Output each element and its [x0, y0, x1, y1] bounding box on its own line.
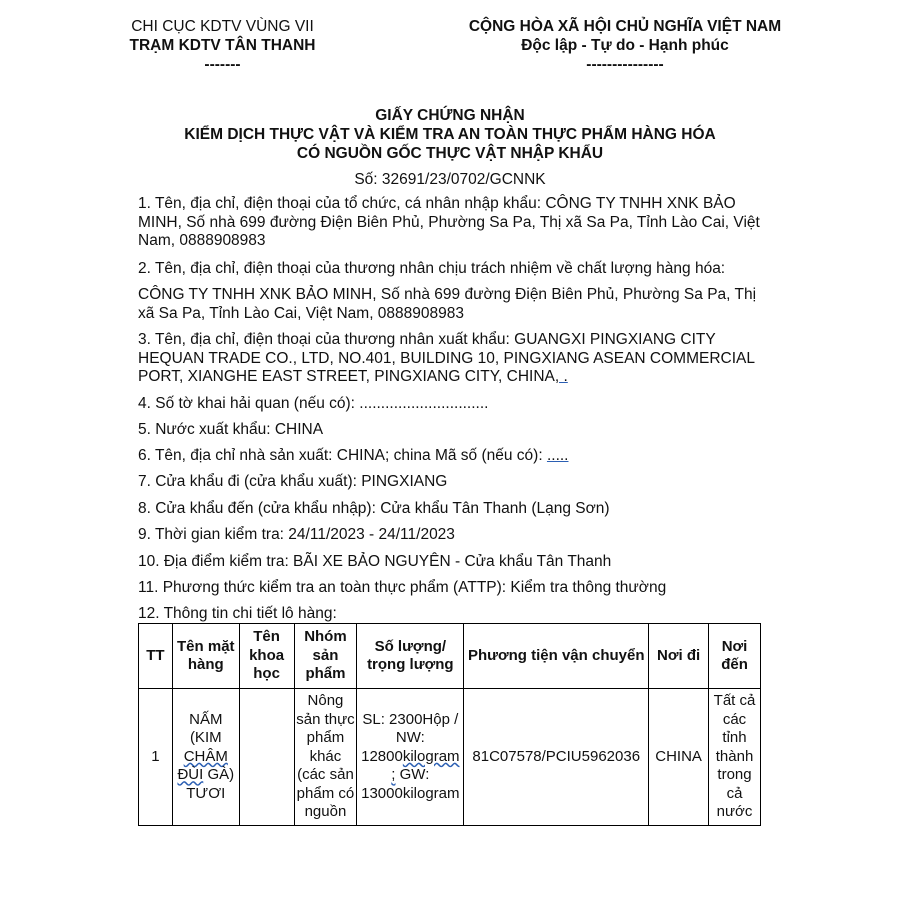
quantity-part-3: GW: 13000kilogram [361, 766, 460, 802]
cell-quantity [357, 689, 464, 826]
cell-tt: 1 [139, 689, 173, 826]
table-row [139, 689, 761, 826]
field-inspection-place: 10. Địa điểm kiểm tra: BÃI XE BẢO NGUYÊN - Cửa khẩu Tân Thanh [138, 553, 612, 570]
field-departure-gate: 7. Cửa khẩu đi (cửa khẩu xuất): PINGXIANG [138, 473, 448, 490]
header-destination: Nơi đến [709, 624, 761, 689]
field-exporter [138, 331, 768, 387]
field-quality-label: 2. Tên, địa chỉ, điện thoại của thương nhân chịu trách nhiệm về chất lượng hàng hóa: [138, 260, 726, 277]
national-motto: Độc lập - Tự do - Hạnh phúc [521, 37, 729, 54]
table-header-row [139, 624, 761, 689]
item-name-part-3: GÀ) TƯƠI [186, 766, 235, 802]
title-line-3: CÓ NGUỒN GỐC THỰC VẬT NHẬP KHẨU [296, 145, 604, 162]
header-tt: TT [139, 624, 173, 689]
agency-name: CHI CỤC KDTV VÙNG VII [131, 18, 314, 35]
field-arrival-gate: 8. Cửa khẩu đến (cửa khẩu nhập): Cửa khẩu Tân Thanh (Lạng Sơn) [138, 500, 610, 517]
item-name-part-1: NẤM (KIM [189, 710, 223, 747]
field-manufacturer [138, 447, 768, 466]
field-quality-value: CÔNG TY TNHH XNK BẢO MINH, Số nhà 699 đường Điện Biên Phủ, Phường Sa Pa, Thị xã Sa Pa, Tỉnh Lào Cai, Việt Nam, 0888908983 [138, 286, 757, 322]
nation-name: CỘNG HÒA XÃ HỘI CHỦ NGHĨA VIỆT NAM [468, 18, 782, 35]
cell-product-group: Nông sản thực phẩm khác (các sản phẩm có nguồn [294, 689, 357, 826]
manufacturer-code: ..... [546, 447, 569, 464]
header-origin: Nơi đi [649, 624, 709, 689]
header-transport: Phương tiện vận chuyển [464, 624, 649, 689]
lot-table [138, 623, 761, 826]
field-lot-details: 12. Thông tin chi tiết lô hàng: [138, 605, 337, 622]
certificate-number: Số: 32691/23/0702/GCNNK [354, 171, 546, 188]
field-inspection-time: 9. Thời gian kiểm tra: 24/11/2023 - 24/11/2023 [138, 526, 455, 543]
cell-scientific-name [239, 689, 294, 826]
cell-origin: CHINA [649, 689, 709, 826]
station-name: TRẠM KDTV TÂN THANH [129, 37, 316, 54]
header-left-divider: ------- [204, 56, 241, 73]
header-left [110, 17, 335, 74]
document-title [100, 106, 800, 163]
field-inspection-method: 11. Phương thức kiểm tra an toàn thực phẩm (ATTP): Kiểm tra thông thường [138, 579, 667, 596]
header-quantity: Số lượng/ trọng lượng [357, 624, 464, 689]
exporter-tail: , . [554, 368, 568, 385]
quantity-part-1: SL: 2300Hộp / NW: 12800 [361, 710, 459, 765]
cell-destination: Tất cả các tỉnh thành trong cả nước [709, 689, 761, 826]
header-item-name: Tên mặt hàng [172, 624, 239, 689]
header-right [455, 17, 795, 74]
title-line-1: GIẤY CHỨNG NHẬN [375, 107, 525, 124]
exporter-text: 3. Tên, địa chỉ, điện thoại của thương nhân xuất khẩu: GUANGXI PINGXIANG CITY HEQUAN TRADE CO., LTD, NO.401, BUILDING 10, PINGXIANG ASEAN COMMERCIAL PORT, XIANGHE EAST STREET, PINGXIANG CITY, CHINA [138, 331, 755, 385]
header-product-group: Nhóm sản phẩm [294, 624, 357, 689]
item-name-part-2: CHÂM ĐÙI [177, 747, 228, 784]
quantity-part-2: kilogram ; [391, 747, 460, 784]
title-line-2: KIỂM DỊCH THỰC VẬT VÀ KIỂM TRA AN TOÀN THỰC PHẨM HÀNG HÓA [184, 126, 716, 143]
cell-transport: 81C07578/PCIU5962036 [464, 689, 649, 826]
cell-item-name [172, 689, 239, 826]
header-scientific-name: Tên khoa học [239, 624, 294, 689]
field-customs-declaration: 4. Số tờ khai hải quan (nếu có): .............................. [138, 395, 489, 412]
field-importer: 1. Tên, địa chỉ, điện thoại của tổ chức, cá nhân nhập khẩu: CÔNG TY TNHH XNK BẢO MINH, Số nhà 699 đường Điện Biên Phủ, Phường Sa Pa, Thị xã Sa Pa, Tỉnh Lào Cai, Việt Nam, 0888908983 [138, 195, 760, 249]
manufacturer-text: 6. Tên, địa chỉ nhà sản xuất: CHINA; china Mã số (nếu có): [138, 447, 547, 464]
field-export-country: 5. Nước xuất khẩu: CHINA [138, 421, 324, 438]
header-right-divider: --------------- [586, 56, 664, 73]
